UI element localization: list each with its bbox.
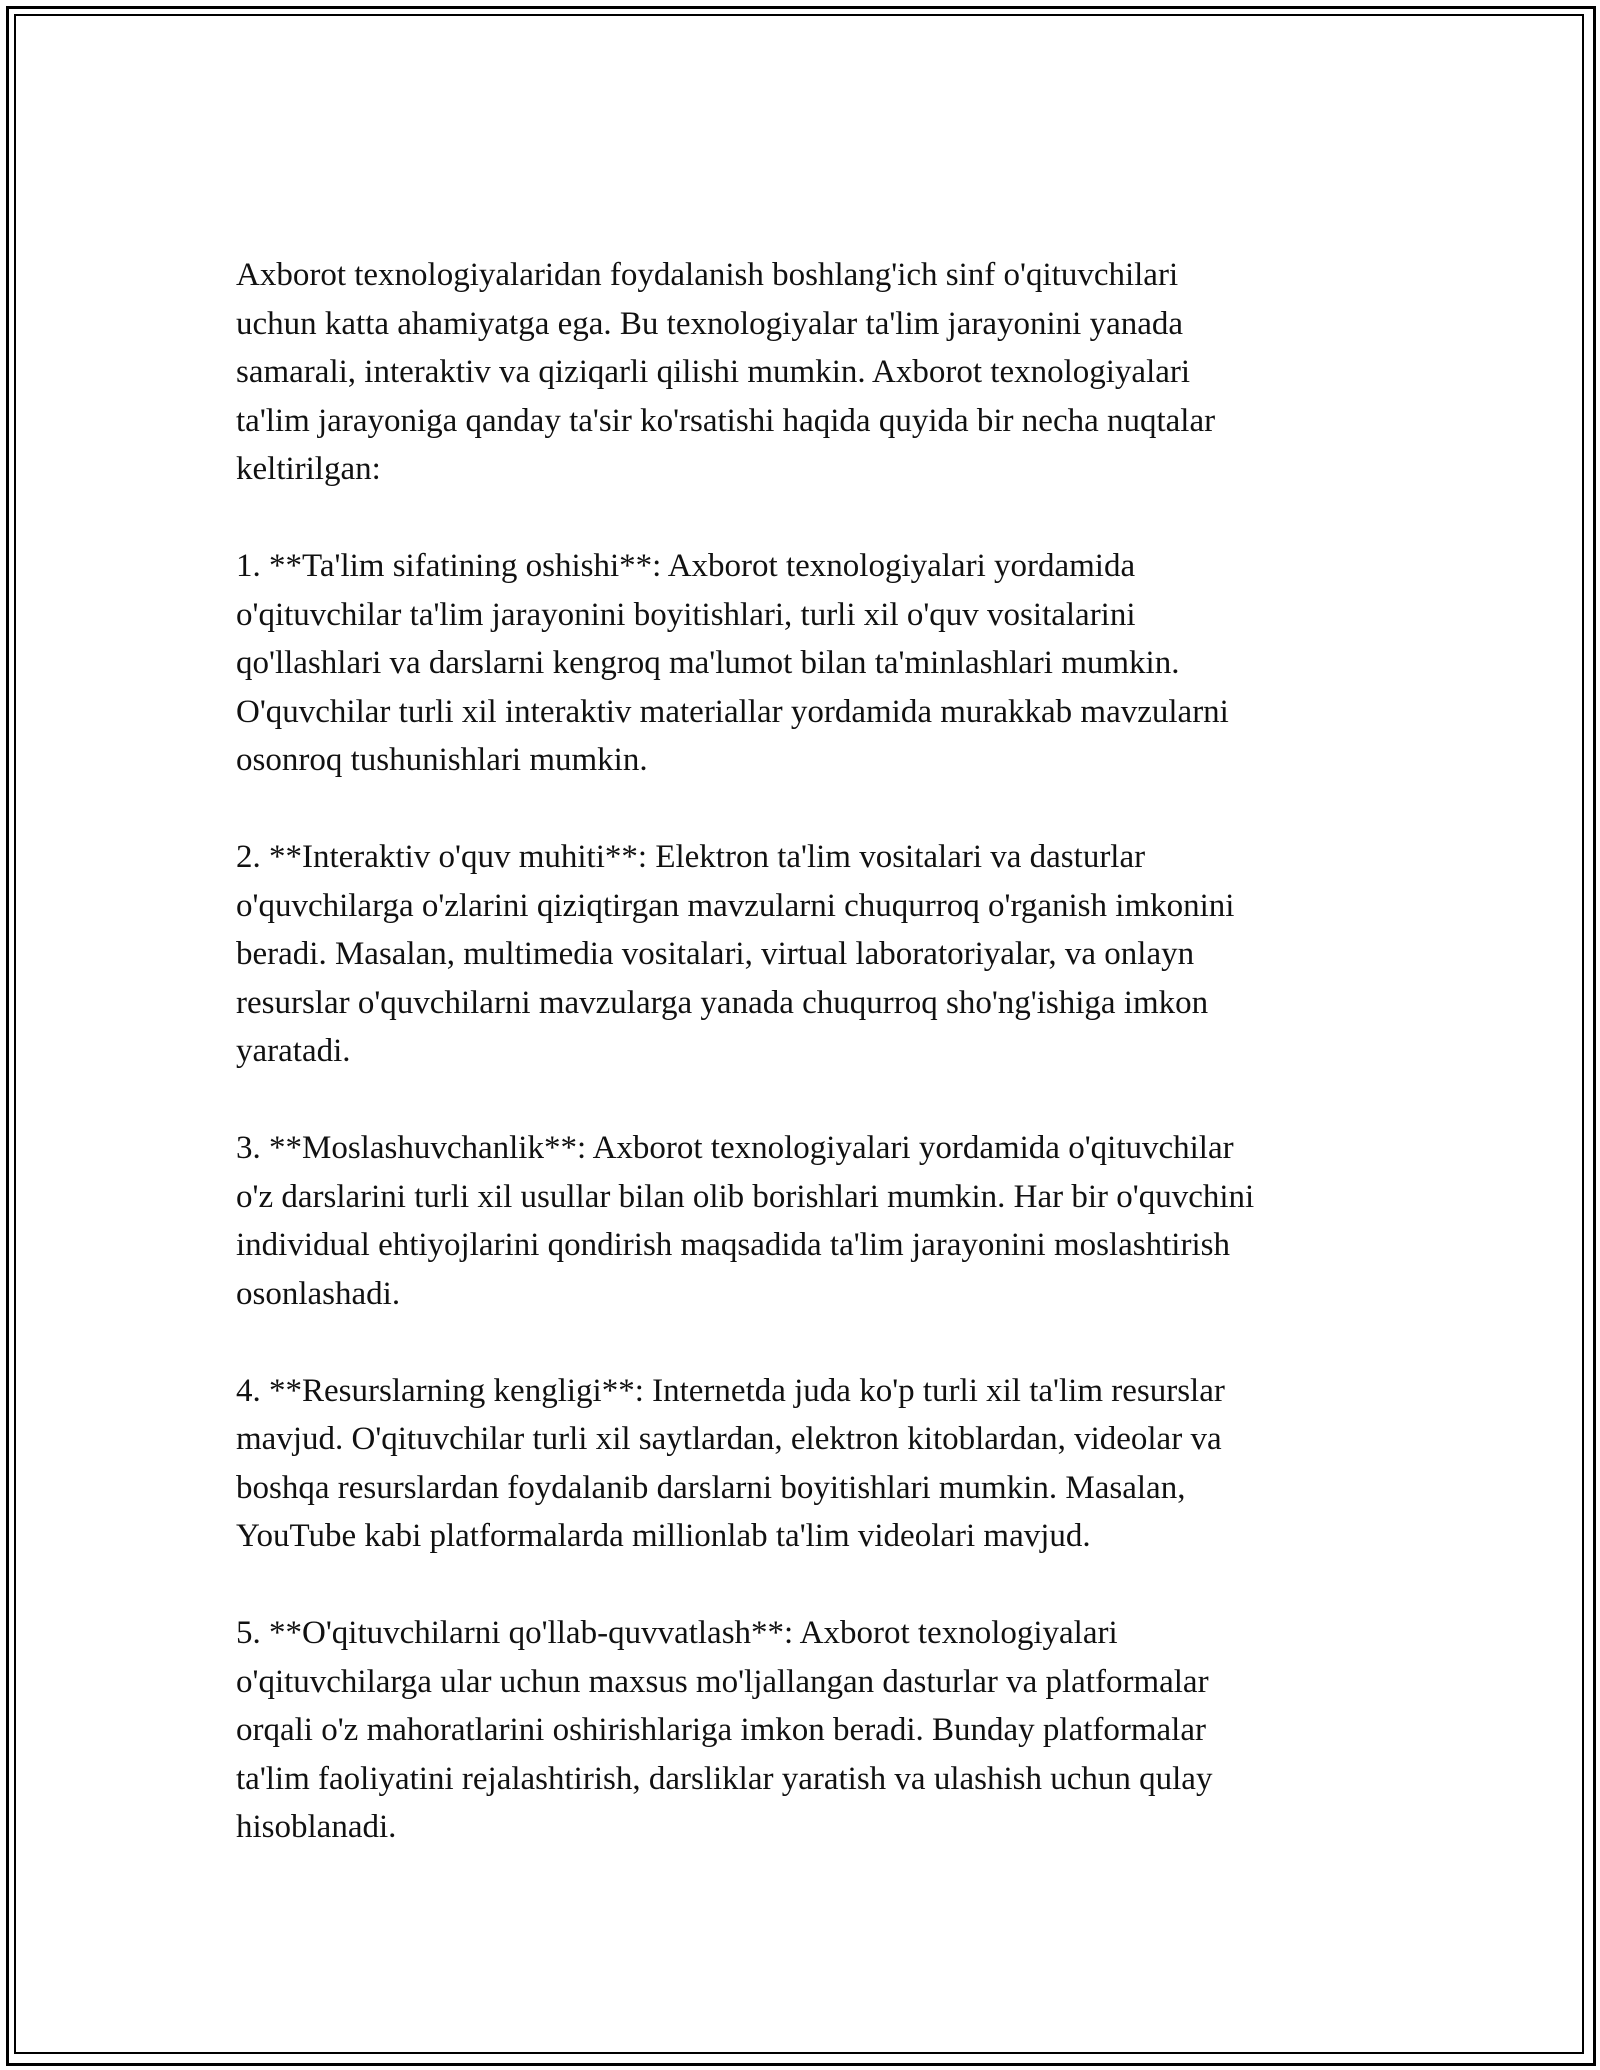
point-paragraph-2: 2. **Interaktiv o'quv muhiti**: Elektron ta'lim vositalari va dasturlar o'quvchilarga o'zlarini qiziqtirgan mavzularni chuqurroq o'rganish imkonini beradi. Masalan, multimedia vositalari, virtual laboratoriyalar, va onlayn resurslar o'quvchilarni mavzularga yanada chuqurroq sho'ng'ishiga imkon yaratadi.: [236, 839, 1235, 1069]
point-paragraph-5: 5. **O'qituvchilarni qo'llab-quvvatlash**: Axborot texnologiyalari o'qituvchilarga ular uchun maxsus mo'ljallangan dasturlar va platformalar orqali o'z mahoratlarini oshirishlariga imkon beradi. Bunday platformalar ta'lim faoliyatini rejalashtirish, darsliklar yaratish va ulashish uchun qulay hisoblanadi.: [236, 1615, 1213, 1845]
point-paragraph-1: 1. **Ta'lim sifatining oshishi**: Axborot texnologiyalari yordamida o'qituvchilar ta'lim jarayonini boyitishlari, turli xil o'quv vositalarini qo'llashlari va darslarni kengroq ma'lumot bilan ta'minlashlari mumkin. O'quvchilar turli xil interaktiv materiallar yordamida murakkab mavzularni osonroq tushunishlari mumkin.: [236, 548, 1229, 778]
document-body: [236, 251, 1396, 1900]
point-paragraph-3: 3. **Moslashuvchanlik**: Axborot texnologiyalari yordamida o'qituvchilar o'z darslarini turli xil usullar bilan olib borishlari mumkin. Har bir o'quvchini individual ehtiyojlarini qondirish maqsadida ta'lim jarayonini moslashtirish osonlashadi.: [236, 1130, 1255, 1312]
point-paragraph-4: 4. **Resurslarning kengligi**: Internetda juda ko'p turli xil ta'lim resurslar mavjud. O'qituvchilar turli xil saytlardan, elektron kitoblardan, videolar va boshqa resurslardan foydalanib darslarni boyitishlari mumkin. Masalan, YouTube kabi platformalarda millionlab ta'lim videolari mavjud.: [236, 1372, 1225, 1554]
intro-paragraph: Axborot texnologiyalaridan foydalanish boshlang'ich sinf o'qituvchilari uchun katta ahamiyatga ega. Bu texnologiyalar ta'lim jarayonini yanada samarali, interaktiv va qiziqarli qilishi mumkin. Axborot texnologiyalari ta'lim jarayoniga qanday ta'sir ko'rsatishi haqida quyida bir necha nuqtalar keltirilgan:: [236, 257, 1216, 487]
